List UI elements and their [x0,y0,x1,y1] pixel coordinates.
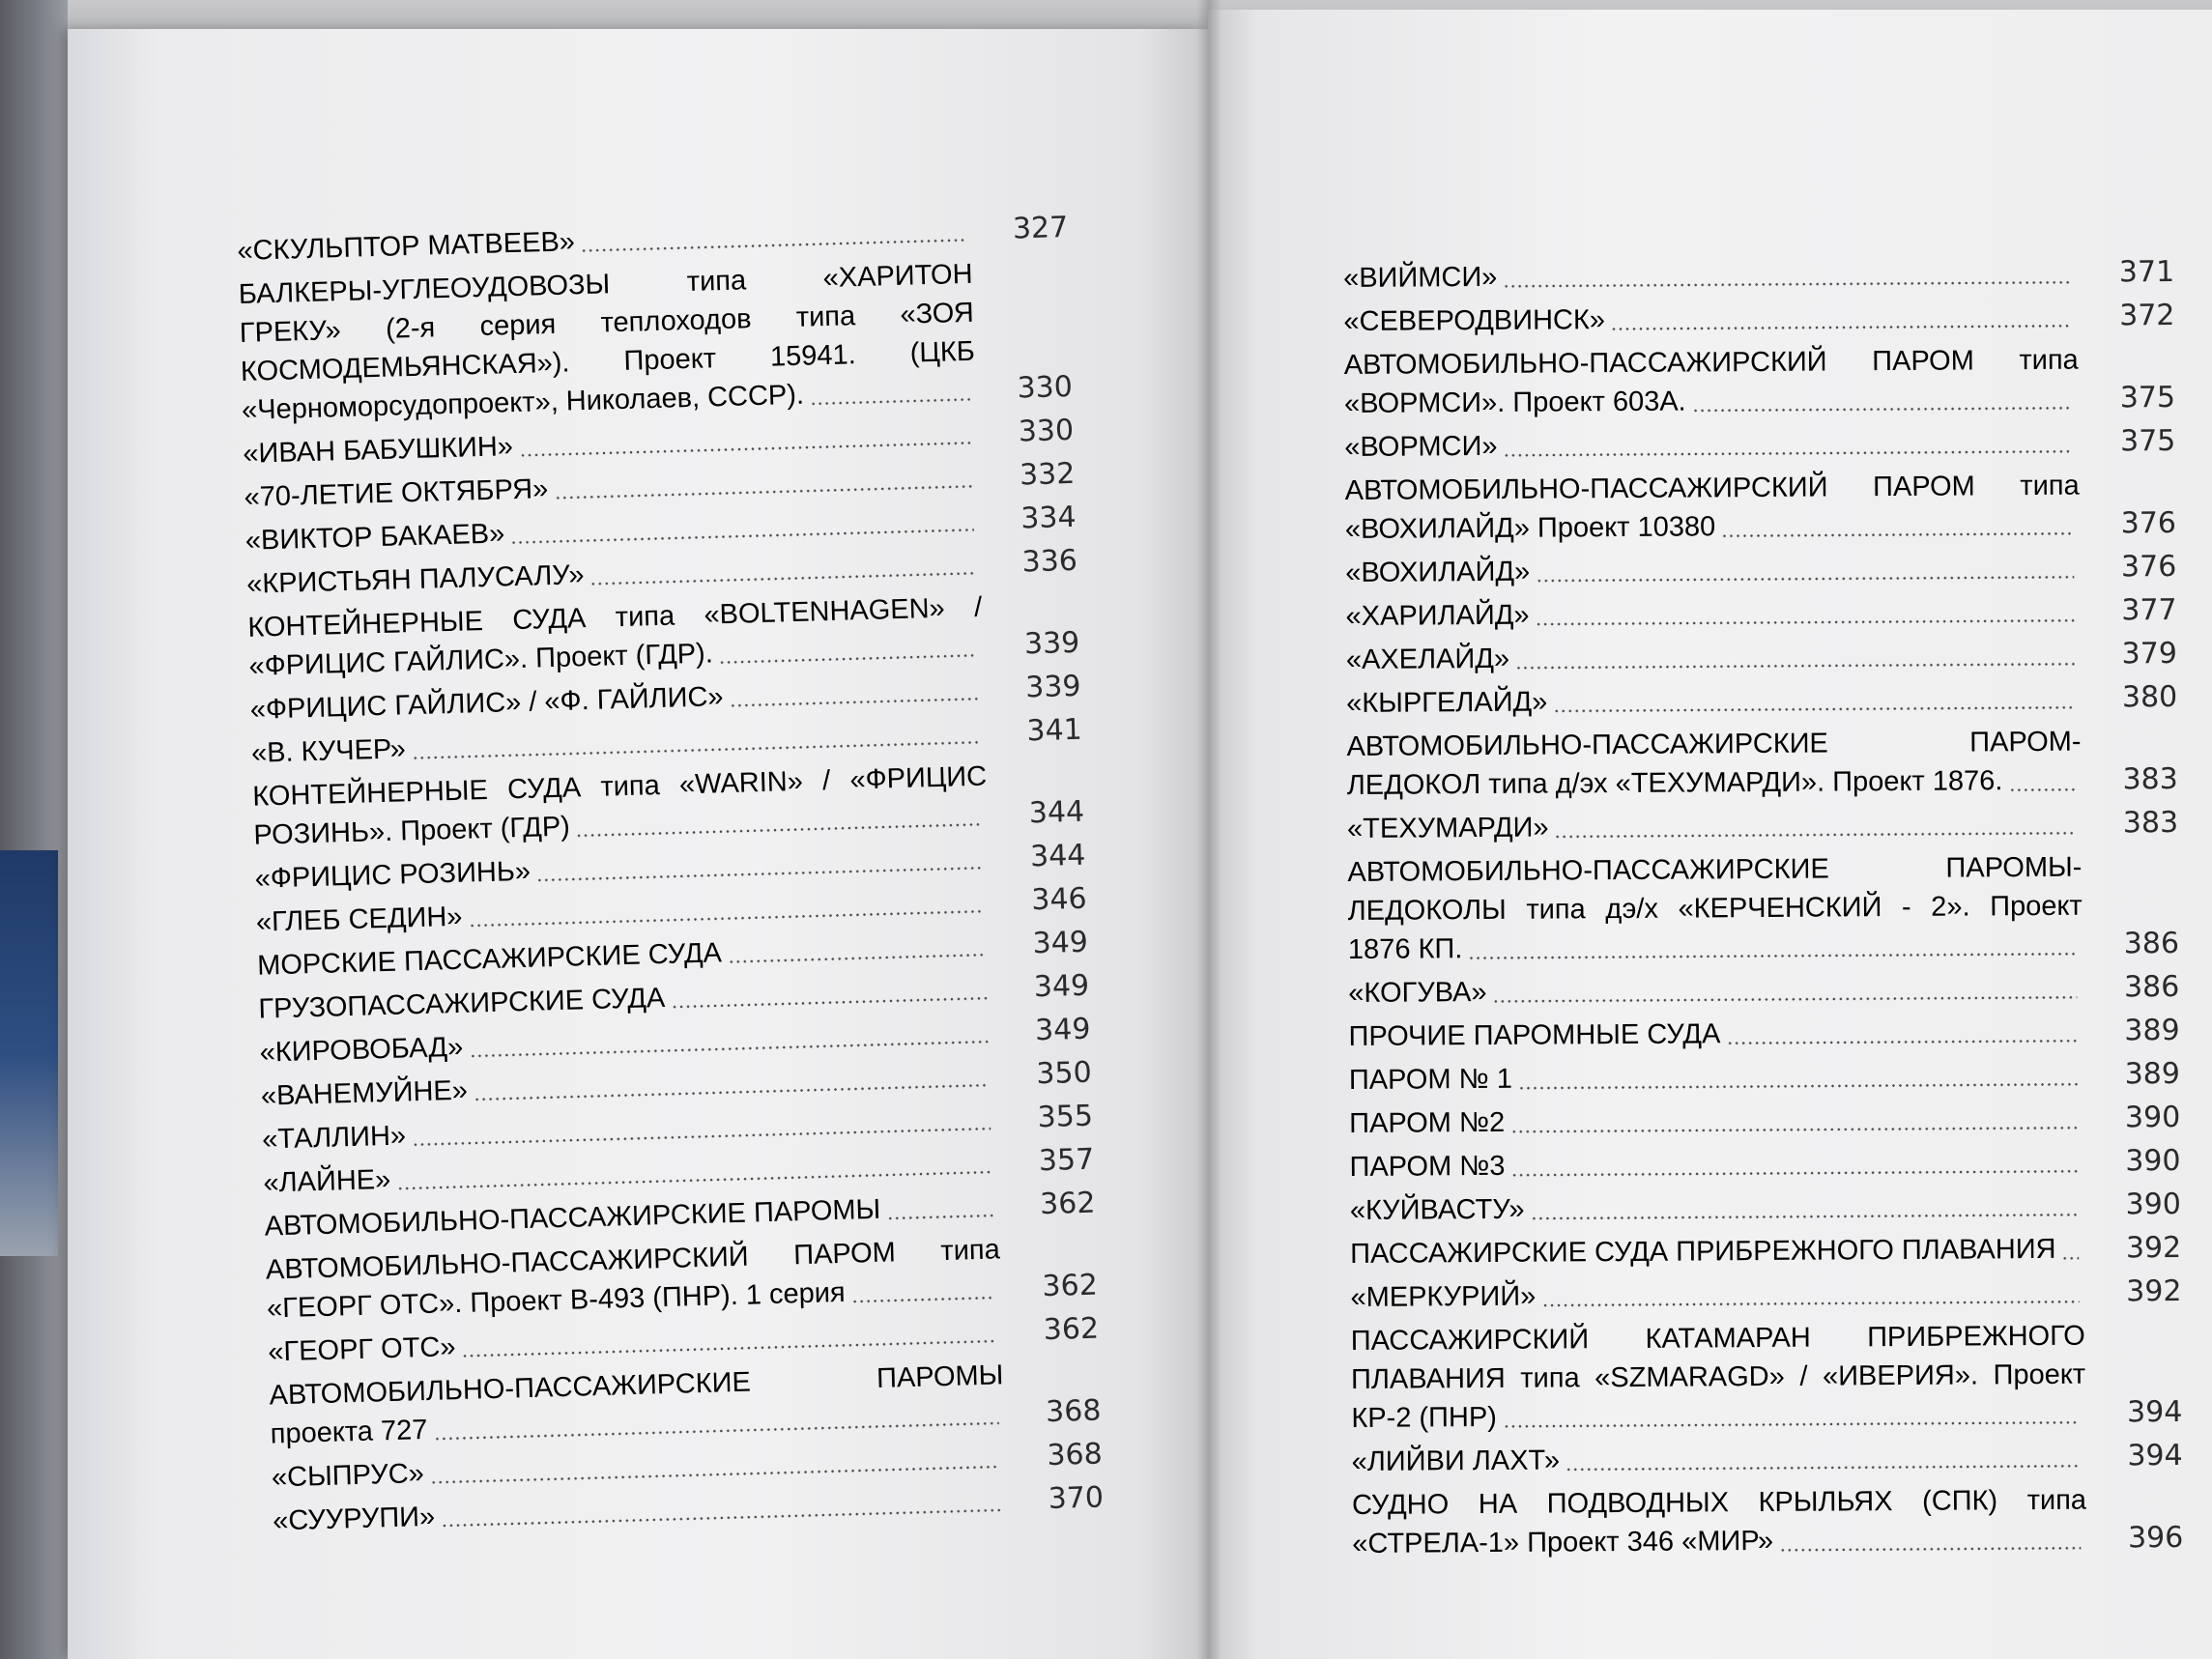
toc-page-number: 371 [2118,254,2175,290]
dot-leader [886,1215,992,1220]
toc-entry-title [1344,423,2079,467]
toc-page-number: 344 [1028,794,1085,831]
toc-entry-text: «ГЕОРГ ОТС». Проект В-493 (ПНР). 1 серия [266,1276,847,1325]
toc-entry-text: «ГЕОРГ ОТС» [267,1331,456,1368]
toc-entry-title [1350,1230,2084,1273]
toc-page-number: 389 [2124,1013,2180,1048]
toc-entry-text: «ВОРМСИ» [1344,430,1498,463]
toc-entry-title [1350,1187,2084,1230]
toc-entry-line [1350,1230,2084,1273]
toc-entry-line [1352,1481,2086,1525]
toc-page-number: 362 [1039,1186,1096,1222]
toc-page-number: 392 [2126,1273,2182,1309]
toc-entry-line [1347,848,2082,892]
toc-entry-line [1345,467,2080,510]
toc-entry [1345,591,2176,636]
toc-entry-text: ЛЕДОКОЛЫ типа дэ/х «КЕРЧЕНСКИЙ - 2». Проект [1347,890,2083,927]
toc-entry-title [1346,723,2082,805]
dot-leader [581,239,965,252]
toc-entry [1347,804,2178,848]
toc-entry-line [1344,423,2079,467]
toc-entry-text: «КОГУВА» [1348,976,1487,1009]
dot-leader [1504,450,2074,457]
toc-entry-text: «ФРИЦИС РОЗИНЬ» [254,855,531,895]
toc-page-number: 383 [2122,761,2178,797]
toc-entry-line [1350,1273,2084,1317]
background-left [0,0,68,1659]
toc-entry [1350,1229,2181,1273]
toc-page-number: 380 [2121,679,2178,715]
toc-entry-title [1344,341,2080,423]
toc-entry-text: «ВОХИЛАЙД» Проект 10380 [1344,511,1716,545]
toc-entry [1344,422,2175,467]
toc-entry-text: «СТРЕЛА-1» Проект 346 «МИР» [1352,1525,1774,1559]
dot-leader [1541,1301,2079,1307]
dot-leader [1503,281,2072,288]
toc-entry-text: АВТОМОБИЛЬНО-ПАССАЖИРСКИЕ ПАРОМЫ [269,1359,1004,1412]
toc-entry-text: ГРУЗОПАССАЖИРСКИЕ СУДА [258,982,666,1025]
toc-entry-text: ПЛАВАНИЯ типа «SZMARAGD» / «ИВЕРИЯ». Проект [1350,1359,2086,1395]
toc-entry [1349,1099,2180,1143]
toc-entry-line [1349,1100,2083,1143]
toc-entry-text: «ВИЙМСИ» [1343,261,1498,294]
toc-entry-title [1349,1143,2083,1187]
toc-entry-text: «КЫРГЕЛАЙД» [1346,686,1548,719]
toc-page-number: 341 [1025,712,1083,749]
toc-page-number: 349 [1033,968,1090,1005]
toc-entry-text: «70-ЛЕТИЕ ОКТЯБРЯ» [244,473,549,513]
toc-entry-text: ПАРОМ №3 [1349,1150,1506,1183]
toc-entry [1349,1142,2180,1187]
toc-entry-title [1347,805,2082,848]
toc-entry-title [1349,1100,2083,1143]
toc-page-number: 336 [1021,543,1078,580]
toc-entry-text: проекта 727 [270,1414,428,1450]
toc-page-number: 396 [2127,1520,2184,1556]
toc-left-column [237,209,1105,1545]
dot-leader [554,485,972,500]
toc-page-number: 375 [2119,423,2176,459]
dot-leader [1611,325,2073,330]
toc-right-column [1343,253,2183,1568]
toc-entry [1349,1055,2180,1100]
toc-page-number: 332 [1019,456,1076,493]
toc-entry-text: ПРОЧИЕ ПАРОМНЫЕ СУДА [1348,1018,1721,1052]
toc-page-number: 327 [1012,210,1069,246]
toc-entry-text: «ВОХИЛАЙД» [1345,556,1531,588]
dot-leader [1503,1421,2080,1428]
toc-page-number: 376 [2120,549,2177,585]
toc-page-number: 383 [2122,805,2179,841]
toc-entry [238,252,1073,430]
toc-page-number: 375 [2119,380,2176,415]
toc-entry-title [1348,1013,2083,1056]
toc-page-number: 390 [2125,1187,2181,1222]
toc-page-number: 330 [1018,413,1075,449]
toc-entry-text: «ФРИЦИС ГАЙЛИС». Проект (ГДР). [248,638,714,682]
toc-page-number: 350 [1035,1055,1093,1092]
toc-entry-text: «В. КУЧЕР» [250,733,407,769]
toc-entry-line [1347,805,2082,848]
dot-leader [576,823,982,838]
toc-entry-line [1345,592,2080,636]
toc-entry [1347,847,2179,969]
toc-page-number: 389 [2124,1056,2181,1092]
toc-entry-text: «ИВАН БАБУШКИН» [242,431,514,470]
toc-entry-text: «СКУЛЬПТОР МАТВЕЕВ» [237,226,576,267]
toc-entry [1343,253,2174,298]
toc-entry [1350,1273,2181,1317]
toc-entry [1344,340,2176,423]
toc-entry-line [1348,1013,2083,1056]
toc-entry-line [1343,298,2078,341]
toc-page-number: 379 [2121,636,2177,672]
toc-entry-title [1347,848,2083,969]
toc-entry-line [1352,1520,2086,1563]
toc-entry-text: «АХЕЛАЙД» [1345,643,1510,675]
dot-leader [2062,1257,2080,1260]
toc-entry [1351,1316,2183,1438]
dot-leader [590,572,976,586]
toc-page-number: 339 [1023,625,1080,662]
book-cover-edge [0,850,58,1256]
toc-page-number: 346 [1030,881,1088,918]
toc-entry-title [1345,549,2080,592]
toc-entry-text: «ФРИЦИС ГАЙЛИС» / «Ф. ГАЙЛИС» [249,681,724,726]
toc-entry-title [1346,679,2081,723]
toc-entry-title [1352,1438,2086,1481]
dot-leader [1779,1547,2081,1552]
toc-entry-title [1343,298,2078,341]
dot-leader [1515,663,2075,670]
toc-entry-title [1345,592,2080,636]
toc-entry-line [1352,1438,2086,1481]
toc-entry-title [1350,1273,2084,1317]
toc-entry-line [1351,1356,2085,1399]
dot-leader [1536,576,2074,583]
dot-leader [1468,953,2077,959]
toc-entry-text: КОСМОДЕМЬЯНСКАЯ»). Проект 15941. (ЦКБ [240,335,976,387]
toc-entry-text: АВТОМОБИЛЬНО-ПАССАЖИРСКИЙ ПАРОМ типа [1343,344,2079,381]
toc-entry [1352,1480,2184,1563]
toc-page-number: 386 [2123,926,2180,961]
dot-leader [1553,706,2075,713]
toc-page-number: 386 [2123,969,2180,1005]
dot-leader [1511,1170,2079,1177]
toc-entry [1346,722,2178,805]
toc-entry [1346,635,2177,679]
toc-entry-text: ПАРОМ №2 [1349,1106,1506,1139]
dot-leader [810,398,970,406]
toc-entry-title [1352,1481,2087,1563]
dot-leader [1692,407,2073,413]
toc-entry-line [1343,254,2078,298]
toc-entry-text: ЛЕДОКОЛ типа д/эх «ТЕХУМАРДИ». Проект 1876. [1346,765,2003,801]
toc-entry-text: АВТОМОБИЛЬНО-ПАССАЖИРСКИЙ ПАРОМ типа [265,1234,1001,1286]
toc-page-number: 368 [1045,1393,1102,1430]
toc-entry-text: «ЛИЙВИ ЛАХТ» [1351,1444,1561,1477]
toc-page-number: 394 [2126,1394,2183,1430]
toc-entry-text: БАЛКЕРЫ-УГЛЕОУДОВОЗЫ типа «ХАРИТОН [238,258,973,310]
toc-entry [1350,1186,2181,1230]
toc-entry-line [1350,1187,2084,1230]
toc-page-number: 362 [1043,1311,1100,1348]
toc-page-number: 390 [2124,1100,2181,1135]
toc-entry-text: «КИРОВОБАД» [259,1031,464,1069]
book-spine-shadow [1196,0,1221,1659]
toc-page-number: 349 [1034,1012,1091,1048]
toc-page-number: 330 [1017,369,1074,406]
toc-page-number: 357 [1038,1142,1095,1179]
dot-leader [1531,1214,2079,1220]
toc-page-number: 376 [2120,505,2177,541]
toc-entry-line [1348,887,2083,930]
toc-entry [1352,1437,2183,1481]
dot-leader [719,654,978,664]
toc-entry-line [1345,549,2080,592]
toc-entry-line [1348,926,2083,969]
dot-leader [1510,1127,2078,1133]
toc-entry [1343,297,2174,341]
dot-leader [510,529,974,544]
toc-page-number: 372 [2119,298,2175,333]
toc-page-number: 362 [1042,1268,1099,1304]
dot-leader [1536,619,2075,626]
toc-page-number: 349 [1032,925,1089,961]
dot-leader [519,442,971,457]
dot-leader [1726,1040,2077,1045]
toc-page-number: 394 [2127,1438,2183,1473]
toc-entry-line [1348,969,2083,1013]
dot-leader [1566,1465,2081,1472]
toc-entry-text: ПАРОМ № 1 [1348,1063,1513,1096]
dot-leader [851,1297,995,1303]
toc-entry-title [1351,1317,2086,1438]
toc-page-number: 344 [1029,838,1086,874]
toc-entry-line [1345,505,2080,549]
toc-page-number: 370 [1048,1480,1105,1517]
dot-leader [1518,1083,2078,1090]
toc-entry-text: КОНТЕЙНЕРНЫЕ СУДА типа «WARIN» / «ФРИЦИС [251,760,988,813]
toc-entry-text: «ВОРМСИ». Проект 603А. [1343,386,1686,419]
toc-entry [1348,1012,2179,1056]
toc-entry-text: «Черноморсудопроект», Николаев, СССР). [241,379,805,426]
toc-entry-title [1349,1056,2083,1100]
toc-entry-text: «ВАНЕМУЙНЕ» [260,1074,469,1112]
toc-entry-line [1351,1317,2085,1360]
toc-entry-line [1349,1056,2083,1100]
toc-page-number: 368 [1046,1437,1104,1473]
toc-entry-line [1346,636,2081,679]
toc-entry-text: «ГЛЕБ СЕДИН» [255,901,463,938]
toc-entry-text: «СЫПРУС» [271,1458,425,1494]
toc-entry-text: КР-2 (ПНР) [1351,1401,1498,1434]
toc-entry [1345,548,2176,592]
toc-entry-line [1349,1143,2083,1187]
dot-leader [2008,788,2075,791]
toc-entry [1348,968,2179,1013]
dot-leader [1555,832,2077,839]
toc-entry-text: «ЛАЙНЕ» [263,1163,391,1199]
toc-entry-text: АВТОМОБИЛЬНО-ПАССАЖИРСКИЕ ПАРОМЫ [264,1193,881,1243]
toc-entry-text: АВТОМОБИЛЬНО-ПАССАЖИРСКИЕ ПАРОМЫ- [1347,851,2083,888]
toc-entry-line [1346,723,2081,766]
toc-entry [1346,678,2177,723]
toc-entry-text: «КУЙВАСТУ» [1349,1193,1525,1226]
dot-leader [730,698,979,707]
toc-page-number: 355 [1037,1099,1094,1135]
toc-entry-line [1351,1394,2085,1438]
toc-entry-text: «СУУРУПИ» [272,1501,436,1537]
toc-entry-text: МОРСКИЕ ПАССАЖИРСКИЕ СУДА [256,937,723,982]
toc-page-number: 377 [2121,592,2177,628]
toc-entry-text: ПАССАЖИРСКИЕ СУДА ПРИБРЕЖНОГО ПЛАВАНИЯ [1350,1233,2056,1270]
toc-page-number: 392 [2125,1230,2182,1266]
toc-entry-text: «ХАРИЛАЙД» [1345,599,1530,632]
toc-entry-line [1346,679,2081,723]
toc-entry-text: ПАССАЖИРСКИЙ КАТАМАРАН ПРИБРЕЖНОГО [1350,1320,2085,1357]
toc-entry-text: РОЗИНЬ». Проект (ГДР) [253,811,571,851]
toc-entry-title [1345,467,2081,549]
dot-leader [671,997,987,1009]
toc-entry-text: «КРИСТЬЯН ПАЛУСАЛУ» [245,559,585,600]
toc-entry-text: «ВИКТОР БАКАЕВ» [244,518,505,557]
dot-leader [536,867,984,882]
toc-entry-text: АВТОМОБИЛЬНО-ПАССАЖИРСКИЙ ПАРОМ типа [1344,470,2080,506]
toc-page-number: 334 [1020,500,1077,536]
toc-entry-title [1348,969,2083,1013]
toc-entry-title [1343,254,2078,298]
toc-entry-text: ГРЕКУ» (2-я серия теплоходов типа «ЗОЯ [239,297,975,349]
toc-entry-text: АВТОМОБИЛЬНО-ПАССАЖИРСКИЕ ПАРОМ- [1346,726,2082,762]
toc-entry-text: «МЕРКУРИЙ» [1350,1280,1537,1313]
toc-entry [1345,466,2177,549]
toc-entry-title [238,255,976,430]
dot-leader [1493,996,2078,1003]
toc-page-number: 339 [1024,669,1081,705]
toc-entry-line [1344,341,2079,385]
dot-leader [728,954,986,963]
toc-page-number: 390 [2125,1143,2181,1179]
toc-entry-text: КОНТЕЙНЕРНЫЕ СУДА типа «BOLTENHAGEN» / [247,591,983,644]
toc-entry-text: «ТАЛЛИН» [261,1120,407,1156]
toc-entry-line [1344,380,2079,423]
toc-entry-title [1346,636,2081,679]
toc-entry-text: 1876 КП. [1347,933,1463,965]
dot-leader [1721,532,2074,538]
toc-entry-text: «ТЕХУМАРДИ» [1347,812,1549,844]
toc-entry-text: «СЕВЕРОДВИНСК» [1343,304,1606,337]
toc-entry-text: СУДНО НА ПОДВОДНЫХ КРЫЛЬЯХ (СПК) типа [1351,1484,2087,1521]
toc-entry-line [1347,761,2082,805]
